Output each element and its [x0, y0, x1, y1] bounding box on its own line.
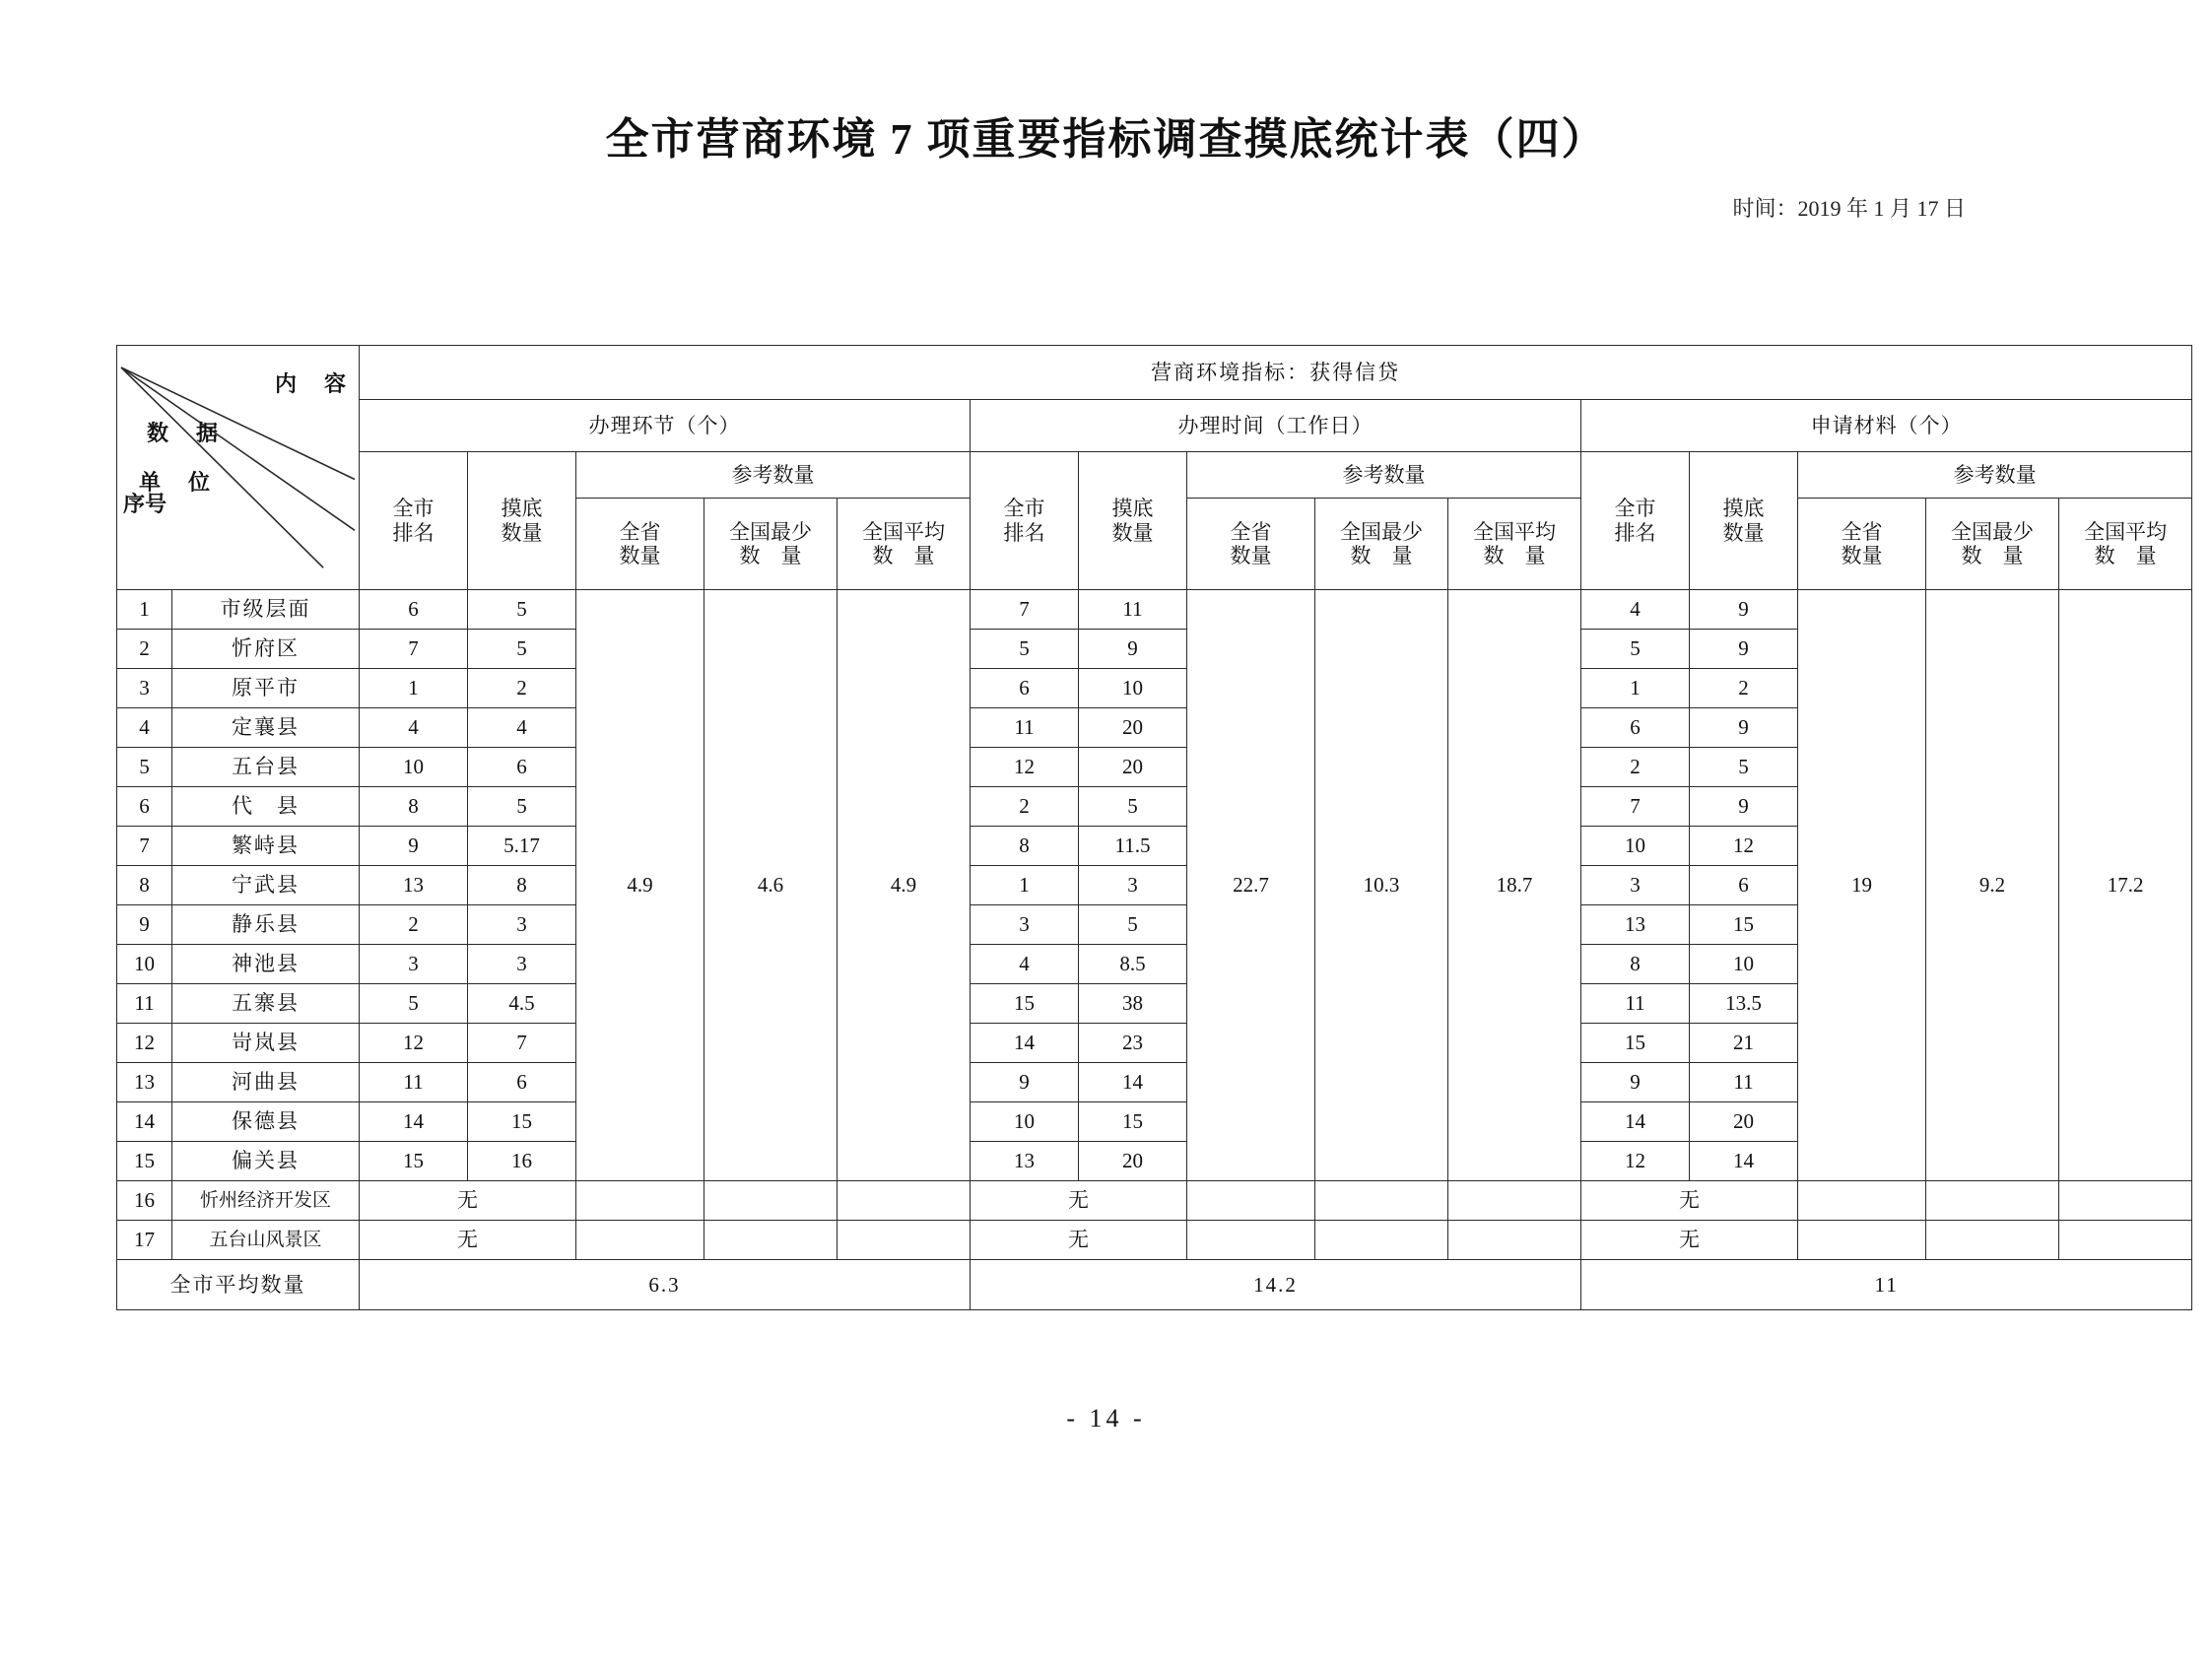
- row-seq: 17: [117, 1221, 172, 1260]
- row-time-rank: 12: [971, 748, 1079, 787]
- row-steps-count: 4: [468, 708, 576, 748]
- group-header-time: 办理时间（工作日）: [971, 400, 1581, 452]
- ref-materials-min-blank: [1926, 1221, 2059, 1260]
- row-steps-count: 5: [468, 787, 576, 827]
- row-time-count: 14: [1079, 1063, 1187, 1102]
- ref-steps-province: 4.9: [576, 590, 704, 1181]
- ref-steps-province-blank: [576, 1181, 704, 1221]
- row-time-count: 38: [1079, 984, 1187, 1024]
- row-time-count: 10: [1079, 669, 1187, 708]
- row-unit: 五台县: [172, 748, 360, 787]
- ref-time-min-blank: [1315, 1181, 1448, 1221]
- row-unit: 繁峙县: [172, 827, 360, 866]
- row-seq: 5: [117, 748, 172, 787]
- row-materials-count: 5: [1690, 748, 1798, 787]
- subheader-reference-time: 参考数量: [1187, 452, 1581, 499]
- row-materials-rank: 4: [1581, 590, 1690, 630]
- row-unit: 市级层面: [172, 590, 360, 630]
- row-materials-rank: 10: [1581, 827, 1690, 866]
- col-header-count-time: 摸底 数量: [1079, 452, 1187, 590]
- table-row: [117, 1181, 2192, 1221]
- ref-materials-province-blank: [1798, 1181, 1926, 1221]
- ref-steps-avg-blank: [838, 1221, 971, 1260]
- row-materials-count: 14: [1690, 1142, 1798, 1181]
- row-unit: 五台山风景区: [172, 1221, 360, 1260]
- row-unit: 忻府区: [172, 630, 360, 669]
- row-materials-count: 21: [1690, 1024, 1798, 1063]
- row-steps-count: 6: [468, 748, 576, 787]
- row-steps-count: 2: [468, 669, 576, 708]
- row-seq: 8: [117, 866, 172, 905]
- col-header-province-steps: 全省 数量: [576, 499, 704, 590]
- ref-materials-national-avg: 17.2: [2059, 590, 2192, 1181]
- statistics-table-wrapper: [116, 345, 2168, 1310]
- row-unit: 河曲县: [172, 1063, 360, 1102]
- col-header-count-steps: 摸底 数量: [468, 452, 576, 590]
- col-header-national-avg-materials: 全国平均 数 量: [2059, 499, 2192, 590]
- group-header-materials: 申请材料（个）: [1581, 400, 2192, 452]
- ref-time-national-avg: 18.7: [1448, 590, 1581, 1181]
- row-time-rank: 9: [971, 1063, 1079, 1102]
- ref-materials-national-min: 9.2: [1926, 590, 2059, 1181]
- row-time-count: 3: [1079, 866, 1187, 905]
- row-time-count: 20: [1079, 1142, 1187, 1181]
- subheader-reference-steps: 参考数量: [576, 452, 971, 499]
- row-steps-rank: 2: [360, 905, 468, 945]
- row-time-rank: 4: [971, 945, 1079, 984]
- col-header-rank-steps: 全市 排名: [360, 452, 468, 590]
- ref-time-province-blank: [1187, 1181, 1315, 1221]
- row-seq: 7: [117, 827, 172, 866]
- row-seq: 2: [117, 630, 172, 669]
- row-time-count: 9: [1079, 630, 1187, 669]
- row-time-rank: 1: [971, 866, 1079, 905]
- row-materials-rank: 3: [1581, 866, 1690, 905]
- row-time-count: 11: [1079, 590, 1187, 630]
- row-steps-count: 4.5: [468, 984, 576, 1024]
- col-header-rank-materials: 全市 排名: [1581, 452, 1690, 590]
- row-seq: 11: [117, 984, 172, 1024]
- row-materials-rank: 9: [1581, 1063, 1690, 1102]
- row-steps-count: 8: [468, 866, 576, 905]
- row-materials-count: 10: [1690, 945, 1798, 984]
- ref-materials-province: 19: [1798, 590, 1926, 1181]
- row-unit: 五寨县: [172, 984, 360, 1024]
- row-materials-count: 9: [1690, 630, 1798, 669]
- row-steps-rank: 9: [360, 827, 468, 866]
- ref-steps-avg-blank: [838, 1181, 971, 1221]
- col-header-count-materials: 摸底 数量: [1690, 452, 1798, 590]
- row-time-rank: 5: [971, 630, 1079, 669]
- corner-header: [117, 346, 360, 590]
- row-steps-rank: 12: [360, 1024, 468, 1063]
- statistics-table: [116, 345, 2192, 1310]
- ref-time-min-blank: [1315, 1221, 1448, 1260]
- row-time-rank: 7: [971, 590, 1079, 630]
- row-steps-rank: 14: [360, 1102, 468, 1142]
- row-materials-rank: 15: [1581, 1024, 1690, 1063]
- table-row: [117, 1221, 2192, 1260]
- row-materials-count: 11: [1690, 1063, 1798, 1102]
- row-materials-count: 9: [1690, 787, 1798, 827]
- row-steps-rank: 11: [360, 1063, 468, 1102]
- table-row: [117, 590, 2192, 630]
- row-seq: 14: [117, 1102, 172, 1142]
- ref-steps-national-avg: 4.9: [838, 590, 971, 1181]
- row-steps-rank: 7: [360, 630, 468, 669]
- row-unit: 宁武县: [172, 866, 360, 905]
- ref-time-avg-blank: [1448, 1181, 1581, 1221]
- row-steps-rank: 4: [360, 708, 468, 748]
- row-steps-none: 无: [360, 1221, 576, 1260]
- row-seq: 15: [117, 1142, 172, 1181]
- col-header-rank-time: 全市 排名: [971, 452, 1079, 590]
- subheader-reference-materials: 参考数量: [1798, 452, 2192, 499]
- row-materials-count: 12: [1690, 827, 1798, 866]
- row-steps-rank: 8: [360, 787, 468, 827]
- col-header-national-min-time: 全国最少 数 量: [1315, 499, 1448, 590]
- row-seq: 10: [117, 945, 172, 984]
- row-unit: 定襄县: [172, 708, 360, 748]
- ref-time-avg-blank: [1448, 1221, 1581, 1260]
- row-time-count: 15: [1079, 1102, 1187, 1142]
- row-unit: 神池县: [172, 945, 360, 984]
- row-time-rank: 10: [971, 1102, 1079, 1142]
- average-steps: 6.3: [360, 1260, 971, 1310]
- row-steps-rank: 6: [360, 590, 468, 630]
- row-unit: 偏关县: [172, 1142, 360, 1181]
- row-steps-rank: 10: [360, 748, 468, 787]
- row-unit: 忻州经济开发区: [172, 1181, 360, 1221]
- corner-label-seq: 序号: [123, 491, 168, 516]
- row-materials-count: 6: [1690, 866, 1798, 905]
- row-steps-rank: 5: [360, 984, 468, 1024]
- row-materials-rank: 14: [1581, 1102, 1690, 1142]
- row-materials-rank: 12: [1581, 1142, 1690, 1181]
- row-seq: 9: [117, 905, 172, 945]
- row-time-rank: 15: [971, 984, 1079, 1024]
- corner-label-content: 内 容: [274, 370, 349, 396]
- col-header-national-avg-steps: 全国平均 数 量: [838, 499, 971, 590]
- row-time-count: 5: [1079, 905, 1187, 945]
- ref-steps-min-blank: [704, 1181, 838, 1221]
- row-steps-count: 15: [468, 1102, 576, 1142]
- row-steps-rank: 13: [360, 866, 468, 905]
- row-unit: 原平市: [172, 669, 360, 708]
- row-materials-count: 13.5: [1690, 984, 1798, 1024]
- row-steps-rank: 15: [360, 1142, 468, 1181]
- row-seq: 6: [117, 787, 172, 827]
- group-header-steps: 办理环节（个）: [360, 400, 971, 452]
- row-time-rank: 14: [971, 1024, 1079, 1063]
- row-time-rank: 3: [971, 905, 1079, 945]
- col-header-national-avg-time: 全国平均 数 量: [1448, 499, 1581, 590]
- row-time-count: 23: [1079, 1024, 1187, 1063]
- row-materials-none: 无: [1581, 1181, 1798, 1221]
- date-line: 时间：2019 年 1 月 17 日: [1732, 196, 1966, 221]
- page-number: - 14 -: [1066, 1404, 1146, 1433]
- ref-materials-avg-blank: [2059, 1221, 2192, 1260]
- ref-materials-province-blank: [1798, 1221, 1926, 1260]
- header-row-reference: [117, 452, 2192, 499]
- col-header-province-time: 全省 数量: [1187, 499, 1315, 590]
- row-time-count: 20: [1079, 708, 1187, 748]
- row-seq: 1: [117, 590, 172, 630]
- row-steps-count: 16: [468, 1142, 576, 1181]
- row-time-count: 11.5: [1079, 827, 1187, 866]
- col-header-national-min-materials: 全国最少 数 量: [1926, 499, 2059, 590]
- row-time-none: 无: [971, 1221, 1187, 1260]
- row-unit: 静乐县: [172, 905, 360, 945]
- row-materials-rank: 1: [1581, 669, 1690, 708]
- row-time-count: 8.5: [1079, 945, 1187, 984]
- row-time-rank: 6: [971, 669, 1079, 708]
- row-materials-rank: 11: [1581, 984, 1690, 1024]
- average-materials: 11: [1581, 1260, 2192, 1310]
- row-materials-rank: 13: [1581, 905, 1690, 945]
- row-materials-rank: 6: [1581, 708, 1690, 748]
- average-row: [117, 1260, 2192, 1310]
- row-materials-none: 无: [1581, 1221, 1798, 1260]
- row-materials-count: 9: [1690, 708, 1798, 748]
- row-materials-rank: 5: [1581, 630, 1690, 669]
- average-time: 14.2: [971, 1260, 1581, 1310]
- row-seq: 13: [117, 1063, 172, 1102]
- row-seq: 4: [117, 708, 172, 748]
- ref-steps-national-min: 4.6: [704, 590, 838, 1181]
- row-steps-count: 5: [468, 630, 576, 669]
- header-row-indicator: [117, 346, 2192, 400]
- row-steps-count: 7: [468, 1024, 576, 1063]
- row-unit: 岢岚县: [172, 1024, 360, 1063]
- row-time-rank: 8: [971, 827, 1079, 866]
- ref-steps-min-blank: [704, 1221, 838, 1260]
- row-seq: 16: [117, 1181, 172, 1221]
- row-time-rank: 2: [971, 787, 1079, 827]
- row-steps-rank: 3: [360, 945, 468, 984]
- row-steps-none: 无: [360, 1181, 576, 1221]
- corner-label-data: 数 据: [147, 420, 222, 445]
- row-materials-count: 20: [1690, 1102, 1798, 1142]
- row-materials-rank: 7: [1581, 787, 1690, 827]
- row-unit: 代 县: [172, 787, 360, 827]
- row-seq: 12: [117, 1024, 172, 1063]
- row-steps-count: 3: [468, 905, 576, 945]
- ref-time-national-min: 10.3: [1315, 590, 1448, 1181]
- ref-time-province: 22.7: [1187, 590, 1315, 1181]
- row-materials-rank: 2: [1581, 748, 1690, 787]
- ref-time-province-blank: [1187, 1221, 1315, 1260]
- average-label: 全市平均数量: [117, 1260, 360, 1310]
- row-unit: 保德县: [172, 1102, 360, 1142]
- row-time-none: 无: [971, 1181, 1187, 1221]
- row-materials-count: 9: [1690, 590, 1798, 630]
- row-materials-count: 15: [1690, 905, 1798, 945]
- indicator-title: 营商环境指标：获得信贷: [360, 346, 2192, 400]
- page-title: 全市营商环境 7 项重要指标调查摸底统计表（四）: [605, 115, 1607, 164]
- row-steps-count: 3: [468, 945, 576, 984]
- ref-materials-avg-blank: [2059, 1181, 2192, 1221]
- ref-materials-min-blank: [1926, 1181, 2059, 1221]
- row-time-rank: 13: [971, 1142, 1079, 1181]
- col-header-province-materials: 全省 数量: [1798, 499, 1926, 590]
- header-row-groups: [117, 400, 2192, 452]
- document-page: [0, 103, 2212, 1667]
- row-materials-rank: 8: [1581, 945, 1690, 984]
- row-steps-rank: 1: [360, 669, 468, 708]
- row-seq: 3: [117, 669, 172, 708]
- row-steps-count: 5: [468, 590, 576, 630]
- ref-steps-province-blank: [576, 1221, 704, 1260]
- corner-label-unit: 单 位: [139, 469, 214, 495]
- row-steps-count: 5.17: [468, 827, 576, 866]
- row-time-count: 5: [1079, 787, 1187, 827]
- row-time-rank: 11: [971, 708, 1079, 748]
- row-time-count: 20: [1079, 748, 1187, 787]
- col-header-national-min-steps: 全国最少 数 量: [704, 499, 838, 590]
- row-materials-count: 2: [1690, 669, 1798, 708]
- row-steps-count: 6: [468, 1063, 576, 1102]
